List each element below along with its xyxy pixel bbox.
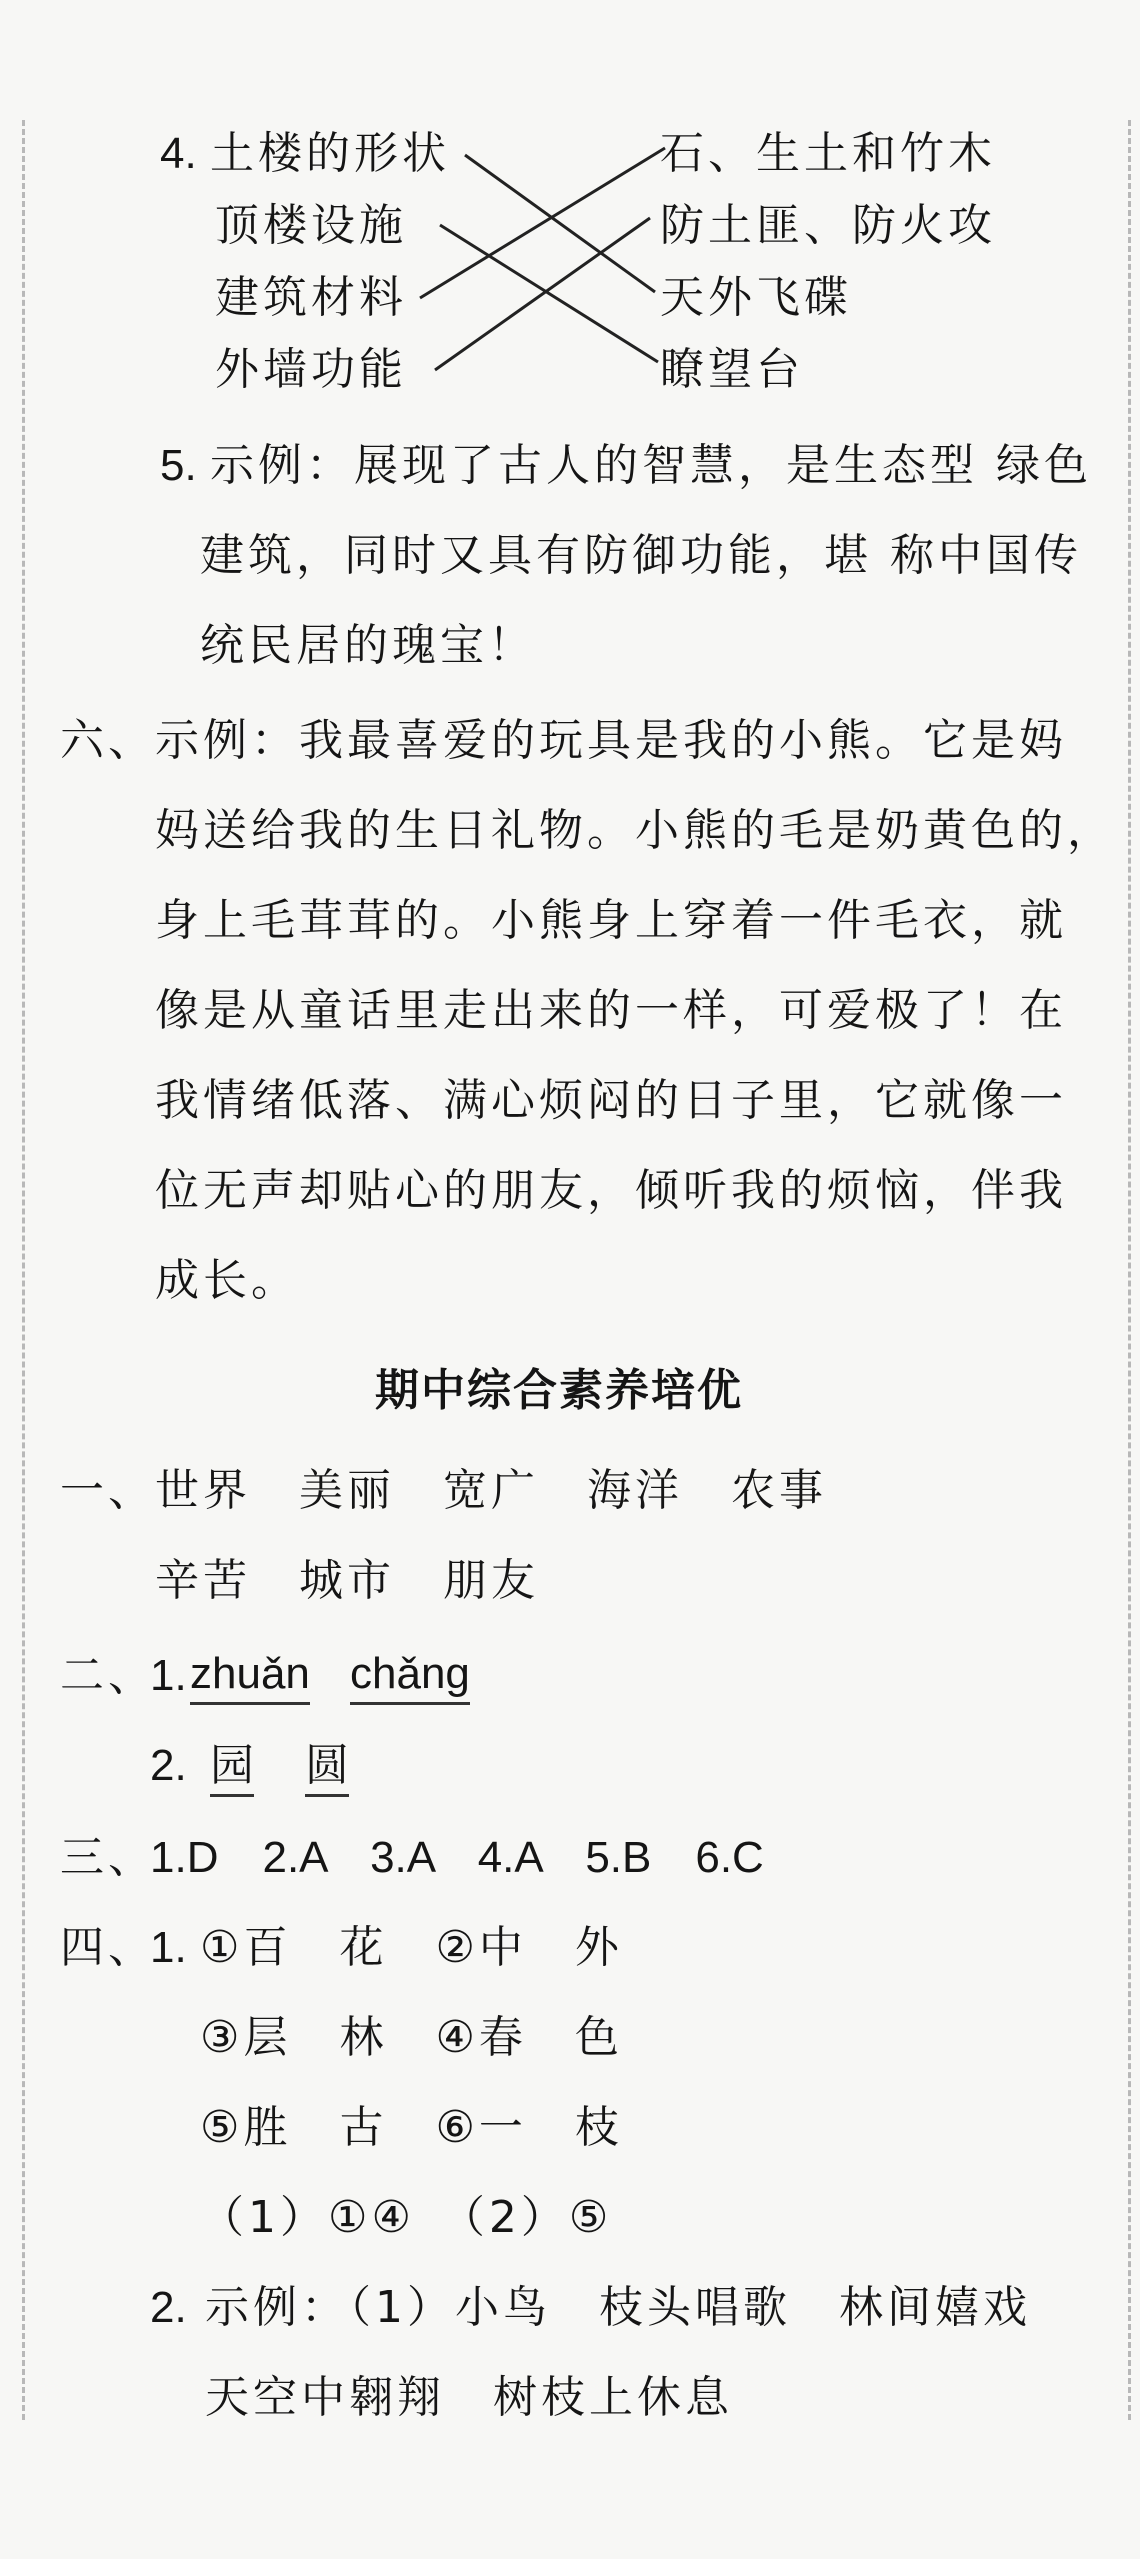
answer-line: 妈送给我的生日礼物。小熊的毛是奶黄色的，	[155, 805, 1115, 856]
match-left-item: 建筑材料	[215, 272, 407, 323]
matching-lines	[0, 0, 1140, 500]
match-right-item: 天外飞碟	[660, 272, 852, 323]
answer-line: 示例：我最喜爱的玩具是我的小熊。它是妈	[155, 715, 1067, 766]
match-right-item: 防土匪、防火攻	[660, 200, 996, 251]
section-label: 六、	[60, 715, 156, 766]
answer-line: 示例：展现了古人的智慧，是生态型 绿色	[210, 440, 1092, 491]
section-label: 二、	[60, 1650, 156, 1701]
item-number: 2.	[150, 2283, 187, 2332]
answer-line: 位无声却贴心的朋友，倾听我的烦恼，伴我	[155, 1165, 1067, 1216]
match-left-item: 顶楼设施	[215, 200, 407, 251]
answer-line: 身上毛茸茸的。小熊身上穿着一件毛衣，就	[155, 895, 1067, 946]
section-label: 一、	[60, 1465, 156, 1516]
answer-line: 示例：（1）小鸟 枝头唱歌 林间嬉戏	[205, 2282, 1031, 2333]
matching-line	[440, 225, 658, 362]
item-number: 1.	[150, 1651, 187, 1700]
item-number: 2.	[150, 1741, 187, 1790]
item-number: 1.	[150, 1923, 187, 1972]
pinyin-answer: zhuǎn	[190, 1648, 310, 1705]
choice-answers: 1.D 2.A 3.A 4.A 5.B 6.C	[150, 1833, 764, 1882]
question-4-number: 4.	[160, 129, 197, 178]
section-label: 四、	[60, 1922, 156, 1973]
answer-line: 统民居的瑰宝！	[200, 620, 536, 671]
section-title: 期中综合素养培优	[375, 1365, 743, 1416]
answer-line: ①百 花 ②中 外	[200, 1922, 623, 1973]
question-5-number: 5.	[160, 441, 197, 490]
answer-line: 像是从童话里走出来的一样，可爱极了！在	[155, 985, 1067, 1036]
matching-line	[465, 155, 655, 292]
answer-line: 我情绪低落、满心烦闷的日子里，它就像一	[155, 1075, 1067, 1126]
answer-line: ③层 林 ④春 色	[200, 2012, 623, 2063]
answer-line: 辛苦 城市 朋友	[155, 1555, 539, 1606]
match-left-item: 土楼的形状	[210, 128, 450, 179]
matching-line	[420, 148, 665, 298]
match-left-item: 外墙功能	[215, 344, 407, 395]
answer-line: 世界 美丽 宽广 海洋 农事	[155, 1465, 827, 1516]
answer-line: （1）①④ （2）⑤	[200, 2192, 613, 2243]
answer-line: 成长。	[155, 1255, 299, 1306]
match-right-item: 石、生土和竹木	[660, 128, 996, 179]
section-label: 三、	[60, 1832, 156, 1883]
answer-line: 建筑，同时又具有防御功能，堪 称中国传	[200, 530, 1082, 581]
match-right-item: 瞭望台	[660, 344, 804, 395]
character-answer: 圆	[305, 1740, 349, 1797]
pinyin-answer: chǎng	[350, 1648, 470, 1705]
answer-line: 天空中翱翔 树枝上休息	[205, 2372, 733, 2423]
answer-line: ⑤胜 古 ⑥一 枝	[200, 2102, 623, 2153]
character-answer: 园	[210, 1740, 254, 1797]
